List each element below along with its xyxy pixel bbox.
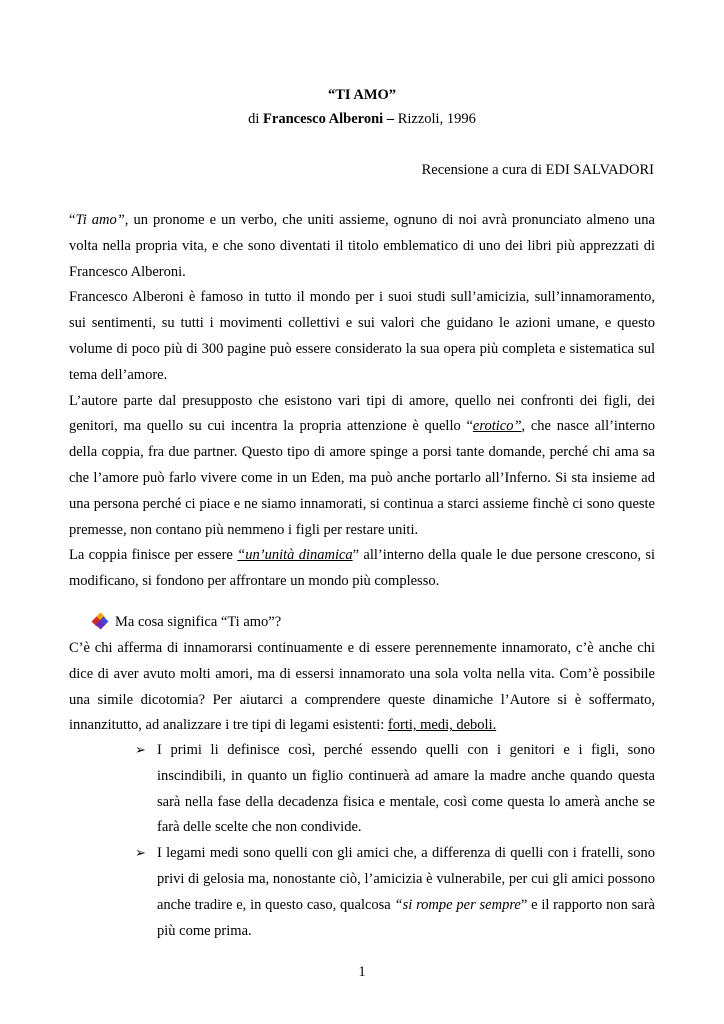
bullet-list xyxy=(135,738,655,944)
intro-paragraph-1 xyxy=(69,208,655,285)
list-item-text: ” e il rapporto non sarà più come prima. xyxy=(157,896,655,939)
paragraph-text: , che nasce all’interno della coppia, fra due partner. Questo tipo di amore spinge a porsi tante domande, perché chi ama sa che l’amore può farlo vivere come in un Eden, ma può anche portarlo all’Inferno. Si sta insieme ad una persona perché ci piace e ne siamo innamorati, si continua a starci assieme finchè ci sono queste premesse, non contano più nemmeno i figli per restare uniti. xyxy=(69,418,656,538)
list-item-text: I legami medi sono quelli con gli amici che, a differenza di quelli con i fratelli, sono privi di gelosia ma, nonostante ciò, l’amicizia è vulnerabile, per cui gli amici possono anche tradire e, in questo caso, qualcosa xyxy=(157,845,655,913)
document-title: “TI AMO” xyxy=(327,87,397,103)
arrow-bullet-icon: ➢ xyxy=(135,846,146,862)
reviewer-line: Recensione a cura di EDI SALVADORI xyxy=(421,162,654,178)
subtitle-publisher: Rizzoli, 1996 xyxy=(397,111,476,127)
list-item xyxy=(135,841,655,944)
document-subtitle xyxy=(0,111,724,128)
underlined-legami: forti, medi, deboli. xyxy=(387,717,497,734)
diamond-bullet-icon xyxy=(93,614,107,628)
section-heading xyxy=(93,610,281,636)
open-quote: “ xyxy=(69,212,76,228)
section-paragraph xyxy=(69,636,655,739)
emphasis-si-rompe: “si rompe per sempre xyxy=(394,896,521,913)
page-number: 1 xyxy=(358,964,366,980)
subtitle-author: Francesco Alberoni – xyxy=(263,111,398,127)
subtitle-prefix: di xyxy=(248,111,264,127)
arrow-bullet-icon: ➢ xyxy=(135,743,146,758)
paragraph-text: L’autore parte dal presupposto che esistono vari tipi di amore, quello nei confronti dei figli, dei genitori, ma quello su cui incentra la propria attenzione è quello “ xyxy=(69,392,655,435)
emphasis-erotico: erotico” xyxy=(472,418,522,435)
paragraph-text: C’è chi afferma di innamorarsi continuamente e di essere perennemente innamorato, c’è anche chi dice di aver avuto molti amori, ma di essersi innamorato una sola volta nella vita. Com’è possibile una simile dicotomia? Per aiutarci a comprendere queste dinamiche l’Autore si è soffermato, innanzitutto, ad analizzare i tre tipi di legami esistenti: xyxy=(69,640,655,734)
paragraph-text: un pronome e un verbo, che uniti assieme, ognuno di noi avrà pronunciato almeno una volta nella propria vita, e che sono diventati il titolo emblematico di uno dei libri più apprezzati di Francesco Alberoni. xyxy=(69,212,655,280)
intro-paragraph-4 xyxy=(69,543,655,595)
intro-section xyxy=(69,208,655,595)
intro-paragraph-3 xyxy=(69,389,655,544)
italic-title: Ti amo”, xyxy=(75,212,129,228)
intro-paragraph-2: Francesco Alberoni è famoso in tutto il mondo per i suoi studi sull’amicizia, sull’innamoramento, sui sentimenti, su tutti i movimenti collettivi e sui valori che guidano le azioni umane, e questo volume di poco più di 300 pagine può essere considerato la sua opera più completa e sistematica sul tema dell’amore. xyxy=(69,289,655,383)
list-item-text: I primi li definisce così, perché essendo quelli con i genitori e i figli, sono inscindibili, in quanto un figlio continuerà ad amare la madre anche quando questa sarà nella fase della decadenza fisica e mentale, così come questa lo amerà anche se farà delle scelte che non condivide. xyxy=(157,742,655,836)
paragraph-text: ” all’interno della quale le due persone crescono, si modificano, si fondono per affrontare un mondo più complesso. xyxy=(69,547,656,590)
section-heading-text: Ma cosa significa “Ti amo”? xyxy=(115,614,282,630)
paragraph-text: La coppia finisce per essere xyxy=(69,547,238,564)
list-item xyxy=(135,738,655,841)
emphasis-unita-dinamica: “un’unità dinamica xyxy=(237,547,353,564)
